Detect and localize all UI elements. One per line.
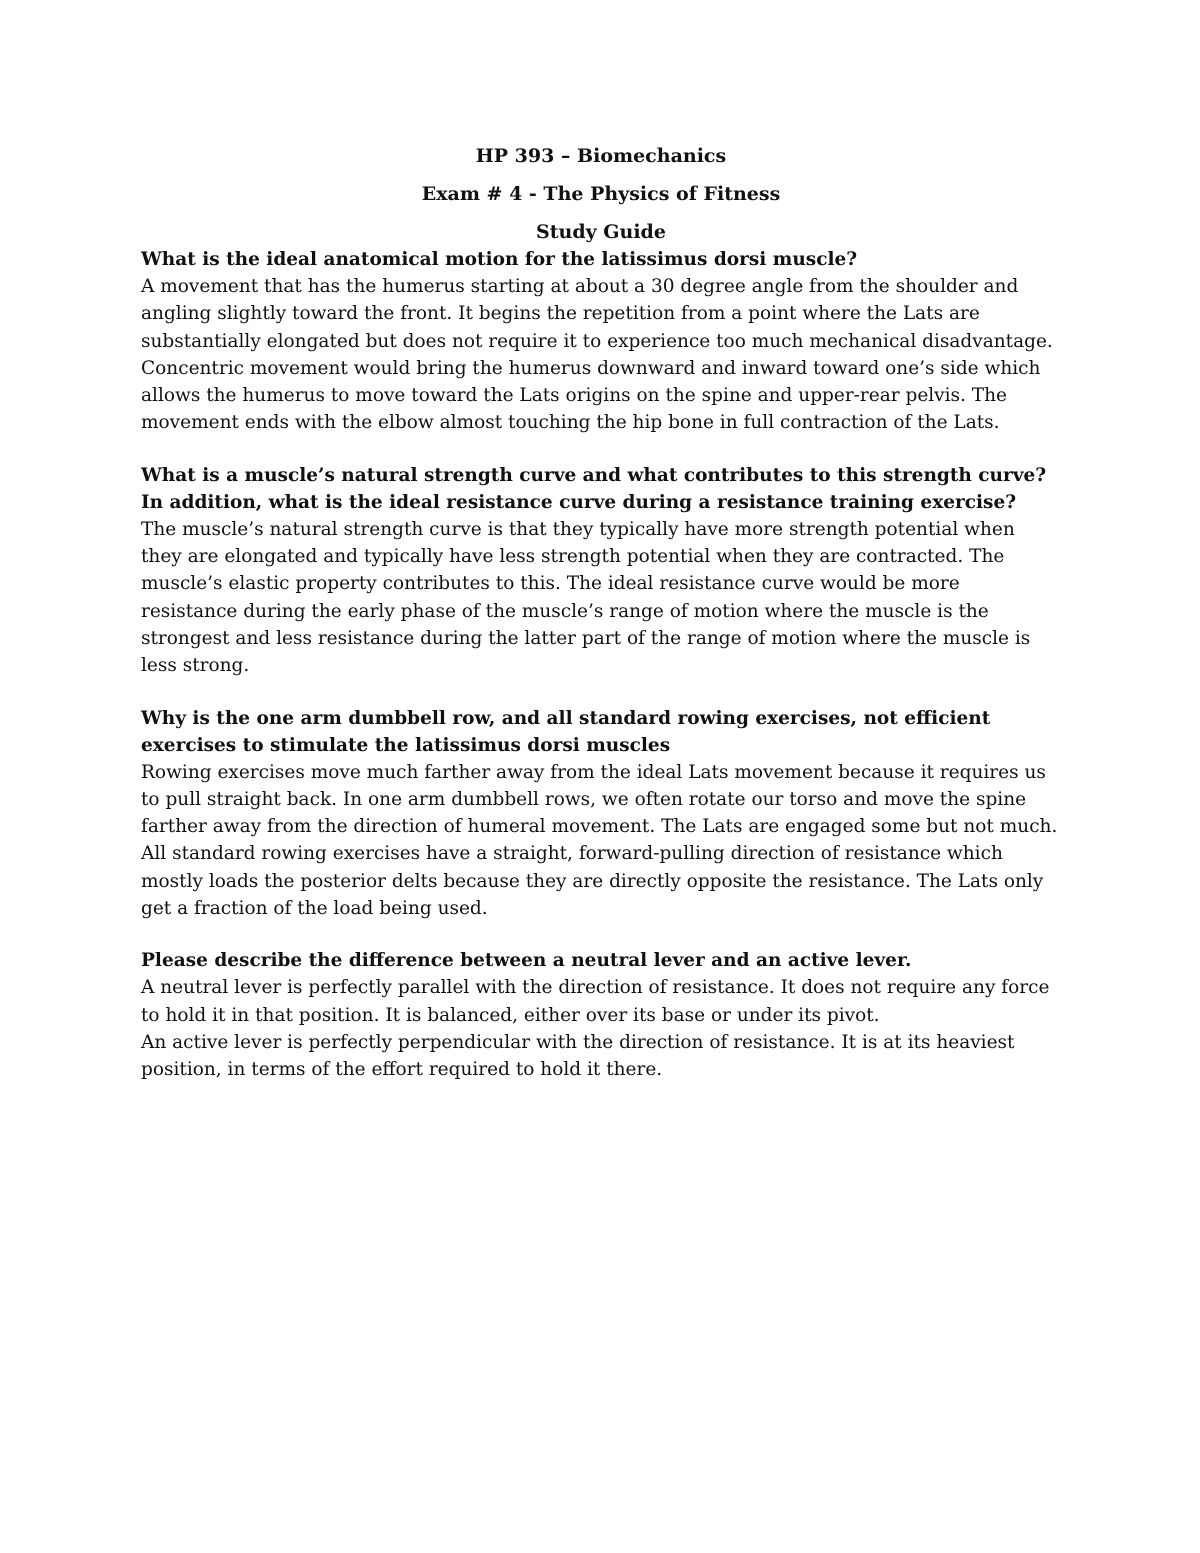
- answer-text: [141, 974, 1061, 1083]
- answer-paragraph: The muscle’s natural strength curve is that they typically have more strength potential when they are elongated and typically have less strength potential when they are contracted. The muscle’s elastic property contributes to this. The ideal resistance curve would be more resistance during the early phase of the muscle’s range of motion where the muscle is the strongest and less resistance during the latter part of the range of motion where the muscle is less strong.: [141, 518, 1031, 677]
- qa-section-4: [141, 947, 1061, 1083]
- answer-text: [141, 273, 1061, 437]
- qa-section-1: [141, 246, 1061, 437]
- answer-paragraph: A movement that has the humerus starting at about a 30 degree angle from the shoulder and angling slightly toward the front. It begins the repetition from a point where the Lats are substantially elongated but does not require it to experience too much mechanical disadvantage. Concentric movement would bring the humerus downward and inward toward one’s side which allows the humerus to move toward the Lats origins on the spine and upper-rear pelvis. The movement ends with the elbow almost touching the hip bone in full contraction of the Lats.: [141, 276, 1053, 434]
- answer-paragraph: An active lever is perfectly perpendicular with the direction of resistance. It is at its heaviest position, in terms of the effort required to hold it there.: [141, 1031, 1015, 1081]
- answer-text: [141, 759, 1061, 923]
- answer-paragraph: Rowing exercises move much farther away from the ideal Lats movement because it requires us to pull straight back. In one arm dumbbell rows, we often rotate our torso and move the spine farther away from the direction of humeral movement. The Lats are engaged some but not much. All standard rowing exercises have a straight, forward-pulling direction of resistance which mostly loads the posterior delts because they are directly opposite the resistance. The Lats only get a fraction of the load being used.: [141, 761, 1058, 920]
- guide-title: Study Guide: [536, 221, 666, 243]
- document-content: [141, 142, 1061, 1084]
- answer-text: [141, 516, 1061, 680]
- question-text: What is a muscle’s natural strength curve and what contributes to this strength curve? In addition, what is the ideal resistance curve during a resistance training exercise?: [141, 464, 1047, 513]
- question-text: Why is the one arm dumbbell row, and all standard rowing exercises, not efficient exercises to stimulate the latissimus dorsi muscles: [141, 707, 991, 756]
- document-header: [141, 142, 1061, 246]
- qa-section-2: [141, 462, 1061, 680]
- course-title: HP 393 – Biomechanics: [475, 145, 727, 167]
- question-text: What is the ideal anatomical motion for the latissimus dorsi muscle?: [141, 249, 858, 270]
- exam-title: Exam # 4 - The Physics of Fitness: [421, 183, 781, 205]
- answer-paragraph: A neutral lever is perfectly parallel with the direction of resistance. It does not require any force to hold it in that position. It is balanced, either over its base or under its pivot.: [141, 977, 1050, 1026]
- qa-section-3: [141, 705, 1061, 923]
- question-text: Please describe the difference between a neutral lever and an active lever.: [141, 950, 912, 972]
